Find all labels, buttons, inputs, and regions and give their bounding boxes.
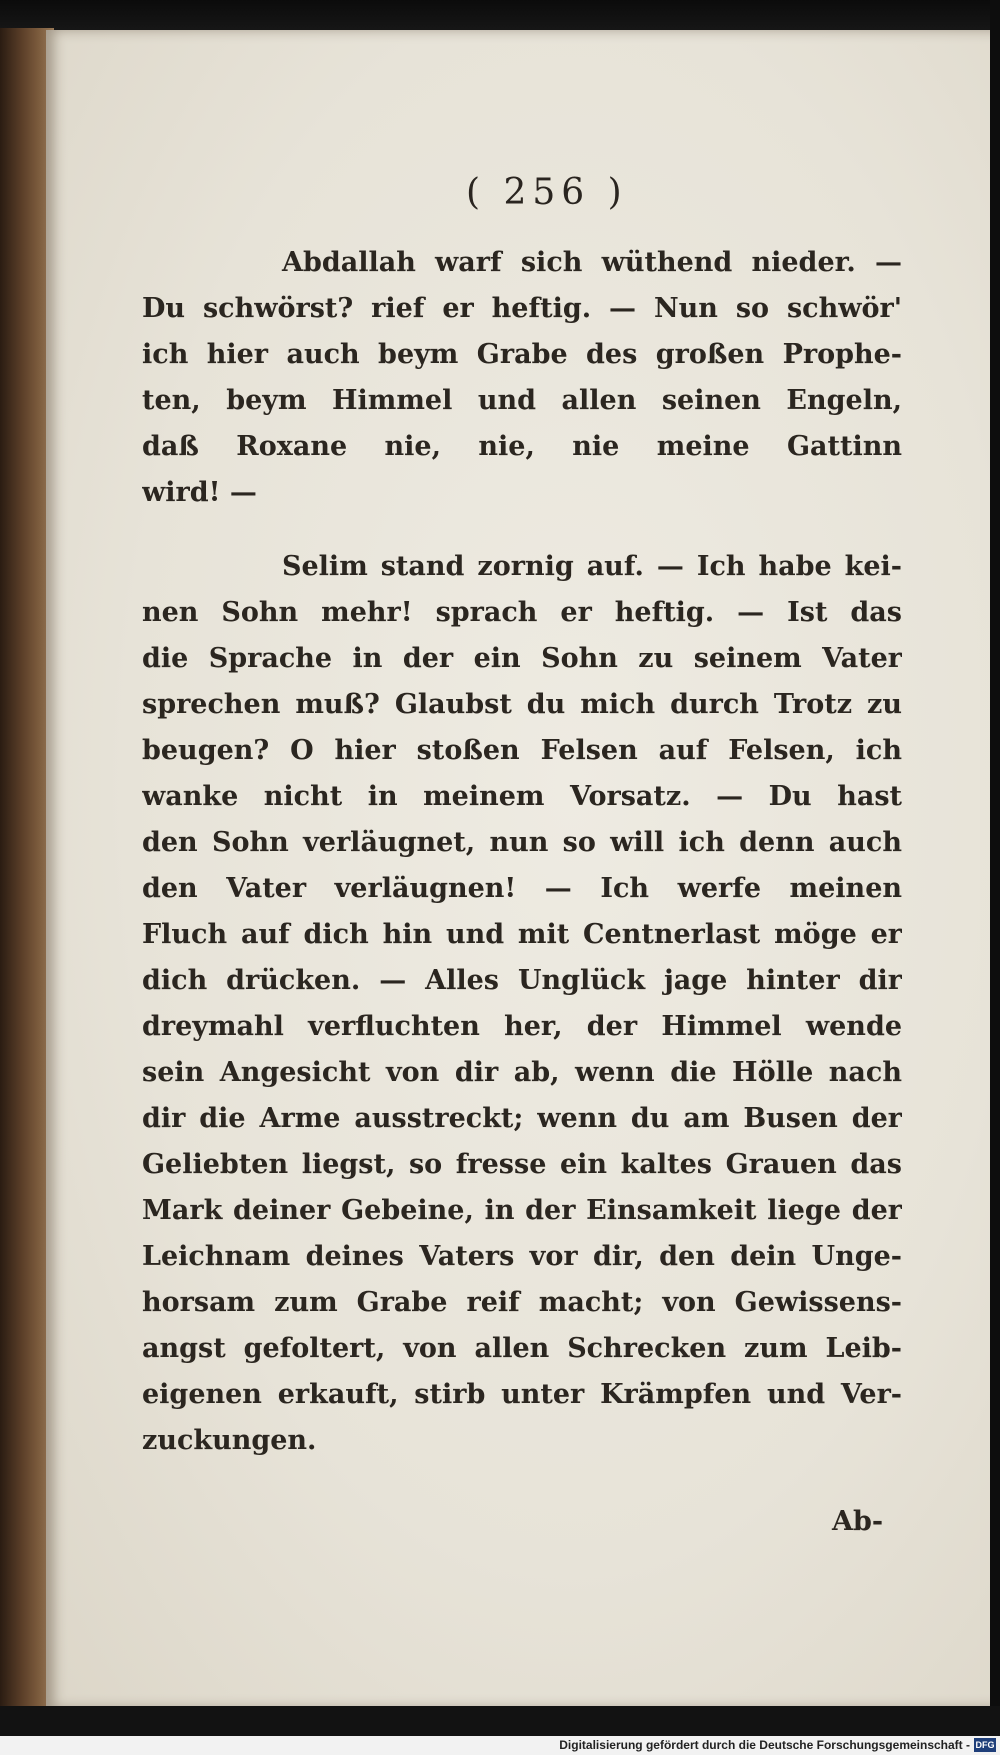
- text-line: nen Sohn mehr! sprach er heftig. — Ist das: [142, 597, 902, 628]
- text-line: Du schwörst? rief er heftig. — Nun so schwör': [142, 293, 902, 324]
- text-line: ten, beym Himmel und allen seinen Engeln,: [142, 385, 902, 416]
- text-line: Leichnam deines Vaters vor dir, den dein Unge-: [142, 1241, 902, 1272]
- text-line: den Vater verläugnen! — Ich werfe meinen: [142, 873, 902, 904]
- text-line: dir die Arme ausstreckt; wenn du am Busen der: [142, 1103, 902, 1134]
- text-line: Selim stand zornig auf. — Ich habe kei-: [282, 551, 902, 582]
- text-line: dreymahl verfluchten her, der Himmel wende: [142, 1011, 902, 1042]
- text-line: beugen? O hier stoßen Felsen auf Felsen, ich: [142, 735, 902, 766]
- body-text: [142, 240, 902, 1464]
- text-line: sprechen muß? Glaubst du mich durch Trotz zu: [142, 689, 902, 720]
- page-number: ( 256 ): [466, 172, 628, 213]
- text-line: horsam zum Grabe reif macht; von Gewissens-: [142, 1287, 902, 1318]
- paragraph-gap: [212, 516, 902, 544]
- text-line: wird! —: [142, 477, 257, 508]
- catchword: Ab-: [832, 1506, 884, 1537]
- text-line: den Sohn verläugnet, nun so will ich denn auch: [142, 827, 902, 858]
- text-line: die Sprache in der ein Sohn zu seinem Vater: [142, 643, 902, 674]
- text-line: Mark deiner Gebeine, in der Einsamkeit liege der: [142, 1195, 902, 1226]
- text-line: wanke nicht in meinem Vorsatz. — Du hast: [142, 781, 902, 812]
- footer-credit: Digitalisierung gefördert durch die Deutsche Forschungsgemeinschaft -: [559, 1738, 970, 1752]
- text-line: angst gefoltert, von allen Schrecken zum Leib-: [142, 1333, 902, 1364]
- text-line: Geliebten liegst, so fresse ein kaltes Grauen das: [142, 1149, 902, 1180]
- text-line: zuckungen.: [142, 1425, 317, 1456]
- text-line: eigenen erkauft, stirb unter Krämpfen und Ver-: [142, 1379, 902, 1410]
- text-line: sein Angesicht von dir ab, wenn die Hölle nach: [142, 1057, 902, 1088]
- text-line: ich hier auch beym Grabe des großen Prophe-: [142, 339, 902, 370]
- right-margin-shadow: [990, 0, 1000, 1755]
- text-line: Fluch auf dich hin und mit Centnerlast möge er: [142, 919, 902, 950]
- footer-bar: [0, 1736, 1000, 1755]
- dfg-logo: DFG: [975, 1740, 995, 1750]
- text-line: dich drücken. — Alles Unglück jage hinter dir: [142, 965, 902, 996]
- text-line: daß Roxane nie, nie, nie meine Gattinn: [142, 431, 902, 462]
- text-line: Abdallah warf sich wüthend nieder. —: [282, 247, 902, 278]
- bottom-shadow: [0, 1706, 1000, 1736]
